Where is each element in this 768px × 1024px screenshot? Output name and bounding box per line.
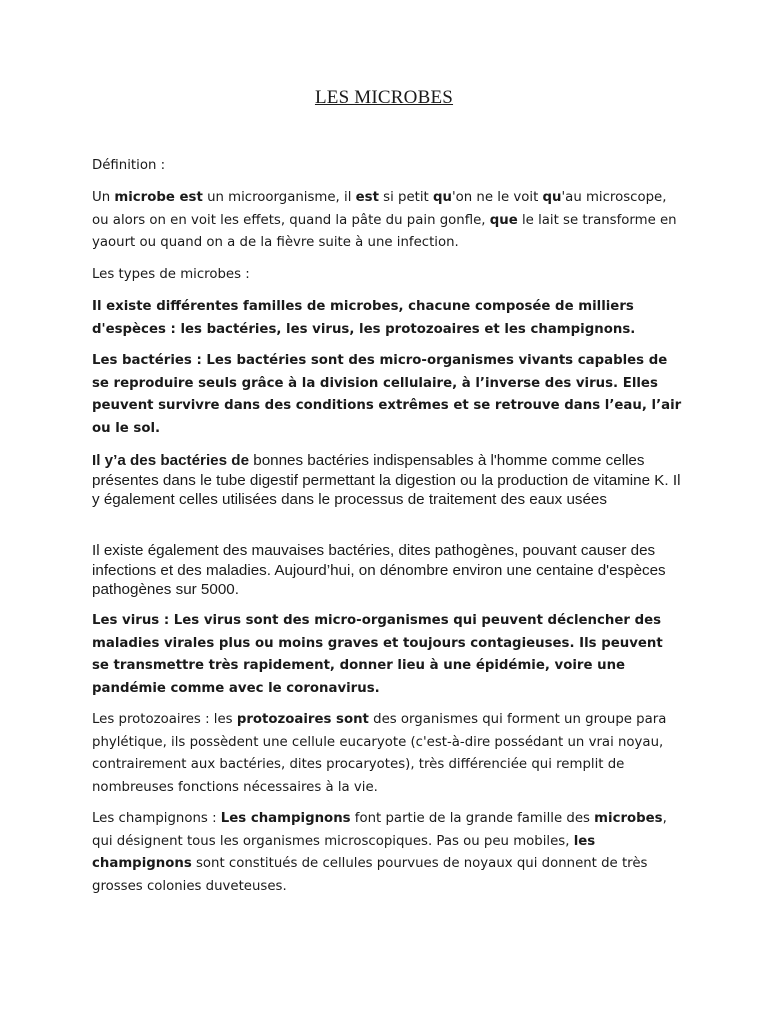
virus-paragraph: Les virus : Les virus sont des micro-organismes qui peuvent déclencher des maladies virales plus ou moins graves et toujours contagieuses. Ils peuvent se transmettre très rapidement, donner lieu à une épidémie, voire une pandémie comme avec le coronavirus.	[92, 613, 663, 696]
bad-bacteria-paragraph: Il existe également des mauvaises bactéries, dites pathogènes, pouvant causer des infections et des maladies. Aujourd’hui, on dénombre environ une centaine d'espèces pathogènes sur 5000.	[92, 542, 666, 599]
good-bacteria-paragraph: Il y’a des bactéries de bonnes bactéries indispensables à l'homme comme celles présentes dans le tube digestif permettant la digestion ou la production de vitamine K. Il y également celles utilisées dans le processus de traitement des eaux usées	[92, 452, 681, 509]
protozoa-paragraph: Les protozoaires : les protozoaires sont des organismes qui forment un groupe para phylétique, ils possèdent une cellule eucaryote (c'est-à-dire possédant un vrai noyau, contrairement aux bactéries, dites procaryotes), très différenciée qui remplit de nombreuses fonctions nécessaires à la vie.	[92, 712, 667, 795]
fungi-paragraph: Les champignons : Les champignons font partie de la grande famille des microbes, qui désignent tous les organismes microscopiques. Pas ou peu mobiles, les champignons sont constitués de cellules pourvues de noyaux qui donnent de très grosses colonies duveteuses.	[92, 811, 667, 894]
document-title: LES MICROBES	[314, 87, 454, 108]
bacteria-paragraph: Les bactéries : Les bactéries sont des micro-organismes vivants capables de se reproduire seuls grâce à la division cellulaire, à l’inverse des virus. Elles peuvent survivre dans des conditions extrêmes et se retrouve dans l’eau, l’air ou le sol.	[92, 353, 682, 436]
definition-paragraph: Un microbe est un microorganisme, il est si petit qu'on ne le voit qu'au microscope, ou alors on en voit les effets, quand la pâte du pain gonfle, que le lait se transforme en yaourt ou quand on a de la fièvre suite à une infection.	[92, 190, 677, 250]
definition-heading: Définition :	[92, 158, 166, 173]
types-heading: Les types de microbes :	[92, 267, 250, 282]
families-paragraph: Il existe différentes familles de microbes, chacune composée de milliers d'espèces : les bactéries, les virus, les protozoaires et les champignons.	[92, 299, 636, 337]
